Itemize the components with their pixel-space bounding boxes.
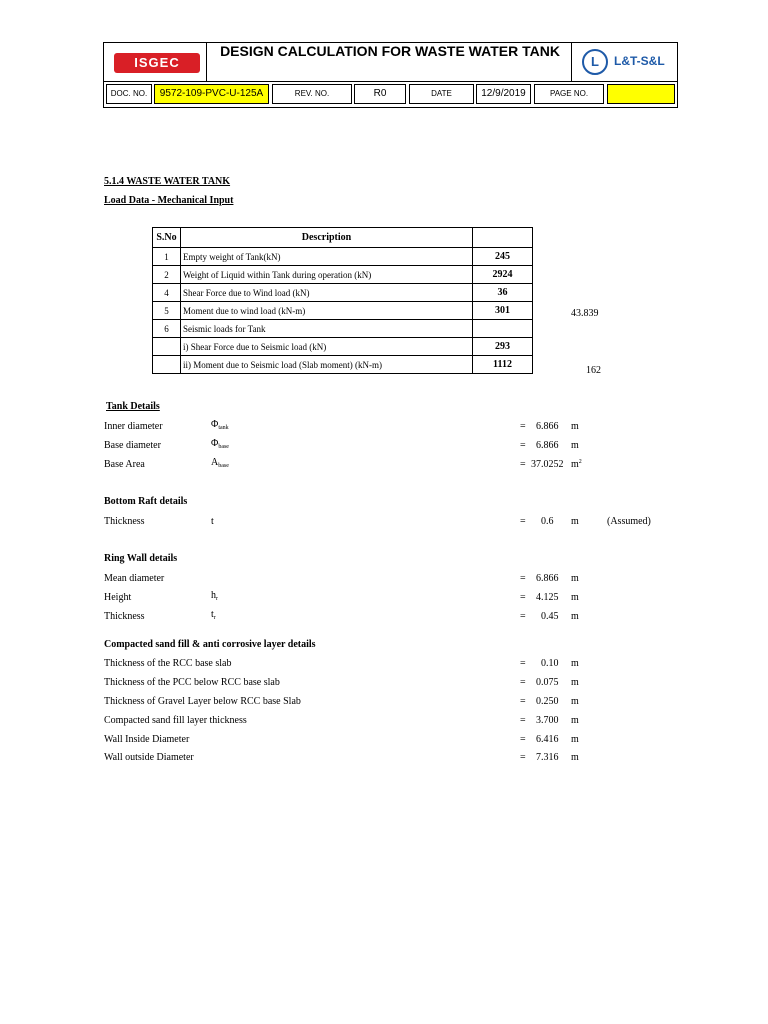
wall-outside-diameter-equals: = (520, 752, 526, 763)
col-description-header: Description (181, 228, 473, 248)
base-diameter-value: 6.866 (536, 440, 559, 451)
row-value: 301 (473, 302, 533, 320)
row-value: 2924 (473, 266, 533, 284)
ring-thickness-equals: = (520, 611, 526, 622)
rcc-slab-unit: m (571, 658, 579, 669)
sand-fill-unit: m (571, 715, 579, 726)
pcc-unit: m (571, 677, 579, 688)
base-area-unit: $m^2$ (571, 459, 582, 470)
inner-diameter-unit: m (571, 421, 579, 432)
row-description: Seismic loads for Tank (181, 320, 473, 338)
row-sno: 4 (153, 284, 181, 302)
ring-thickness-label: Thickness (104, 611, 145, 622)
table-row (153, 302, 533, 320)
ring-thickness-unit: m (571, 611, 579, 622)
base-area-value: 37.0252 (531, 459, 564, 470)
base-diameter-symbol: $\Phi_{base}$ (211, 438, 229, 450)
row-value: 36 (473, 284, 533, 302)
sand-fill-heading: Compacted sand fill & anti corrosive layer details (104, 639, 316, 650)
doc-no-value: 9572-109-PVC-U-125A (154, 84, 269, 104)
date-label: DATE (409, 84, 474, 104)
mean-diameter-equals: = (520, 573, 526, 584)
table-header-row (153, 228, 533, 248)
row-value: 245 (473, 248, 533, 266)
pcc-value: 0.075 (536, 677, 559, 688)
ring-height-unit: m (571, 592, 579, 603)
table-row (153, 320, 533, 338)
header-info-row (104, 81, 677, 107)
inner-diameter-value: 6.866 (536, 421, 559, 432)
mean-diameter-value: 6.866 (536, 573, 559, 584)
row-sno: 5 (153, 302, 181, 320)
inner-diameter-equals: = (520, 421, 526, 432)
raft-thickness-unit: m (571, 516, 579, 527)
table-row (153, 284, 533, 302)
rcc-slab-value: 0.10 (541, 658, 559, 669)
table-row (153, 266, 533, 284)
row-sno: 1 (153, 248, 181, 266)
row-description: ii) Moment due to Seismic load (Slab moment) (kN-m) (181, 356, 473, 374)
isgec-logo-box (104, 43, 207, 81)
sand-fill-equals: = (520, 715, 526, 726)
date-value: 12/9/2019 (476, 84, 531, 104)
document-title: DESIGN CALCULATION FOR WASTE WATER TANK (220, 43, 560, 59)
row-sno: 2 (153, 266, 181, 284)
row-sno (153, 356, 181, 374)
pcc-label: Thickness of the PCC below RCC base slab (104, 677, 280, 688)
rev-no-value: R0 (354, 84, 406, 104)
wall-inside-diameter-value: 6.416 (536, 734, 559, 745)
gravel-label: Thickness of Gravel Layer below RCC base Slab (104, 696, 301, 707)
wall-outside-diameter-label: Wall outside Diameter (104, 752, 194, 763)
row-sno (153, 338, 181, 356)
wall-outside-diameter-unit: m (571, 752, 579, 763)
mean-diameter-unit: m (571, 573, 579, 584)
ring-height-equals: = (520, 592, 526, 603)
base-diameter-equals: = (520, 440, 526, 451)
table-row (153, 338, 533, 356)
base-diameter-label: Base diameter (104, 440, 161, 451)
base-area-equals: = (520, 459, 526, 470)
base-area-label: Base Area (104, 459, 145, 470)
ring-height-label: Height (104, 592, 132, 603)
ring-height-value: 4.125 (536, 592, 559, 603)
row-description: Moment due to wind load (kN-m) (181, 302, 473, 320)
ring-thickness-symbol: $t_r$ (211, 609, 216, 621)
table-row (153, 356, 533, 374)
section-subtitle: Load Data - Mechanical Input (104, 195, 234, 206)
gravel-equals: = (520, 696, 526, 707)
document-header (103, 42, 678, 108)
mean-diameter-label: Mean diameter (104, 573, 165, 584)
raft-thickness-value: 0.6 (541, 516, 554, 527)
sand-fill-label: Compacted sand fill layer thickness (104, 715, 247, 726)
page-no-label: PAGE NO. (534, 84, 604, 104)
rev-no-label: REV. NO. (272, 84, 352, 104)
seismic-moment-extra-value: 162 (586, 365, 601, 376)
base-area-symbol: $A_{base}$ (211, 457, 229, 469)
ring-height-symbol: $h_r$ (211, 590, 218, 602)
rcc-slab-label: Thickness of the RCC base slab (104, 658, 232, 669)
wall-inside-diameter-equals: = (520, 734, 526, 745)
sand-fill-value: 3.700 (536, 715, 559, 726)
inner-diameter-label: Inner diameter (104, 421, 163, 432)
lt-logo-icon: L (582, 49, 608, 75)
raft-thickness-label: Thickness (104, 516, 145, 527)
page-no-value (607, 84, 675, 104)
wall-outside-diameter-value: 7.316 (536, 752, 559, 763)
row-value: 1112 (473, 356, 533, 374)
row-description: Shear Force due to Wind load (kN) (181, 284, 473, 302)
row-description: Weight of Liquid within Tank during operation (kN) (181, 266, 473, 284)
raft-thickness-equals: = (520, 516, 526, 527)
row-sno: 6 (153, 320, 181, 338)
raft-thickness-symbol: t (211, 516, 214, 527)
row-description: i) Shear Force due to Seismic load (kN) (181, 338, 473, 356)
wall-inside-diameter-unit: m (571, 734, 579, 745)
lt-logo-box (571, 43, 677, 81)
table-row (153, 248, 533, 266)
ring-wall-heading: Ring Wall details (104, 553, 178, 564)
load-data-table (152, 227, 533, 374)
ring-thickness-value: 0.45 (541, 611, 559, 622)
raft-heading: Bottom Raft details (104, 496, 188, 507)
rcc-slab-equals: = (520, 658, 526, 669)
row-value: 293 (473, 338, 533, 356)
row-value (473, 320, 533, 338)
isgec-logo: ISGEC (114, 53, 200, 73)
pcc-equals: = (520, 677, 526, 688)
raft-thickness-note: (Assumed) (607, 516, 651, 527)
inner-diameter-symbol: $\Phi_{tank}$ (211, 419, 229, 431)
section-title: 5.1.4 WASTE WATER TANK (104, 176, 231, 187)
wall-inside-diameter-label: Wall Inside Diameter (104, 734, 190, 745)
base-diameter-unit: m (571, 440, 579, 451)
row-description: Empty weight of Tank(kN) (181, 248, 473, 266)
col-sno-header: S.No (153, 228, 181, 248)
lt-logo-text: L&T-S&L (614, 54, 665, 68)
doc-no-label: DOC. NO. (106, 84, 152, 104)
gravel-value: 0.250 (536, 696, 559, 707)
tank-details-heading: Tank Details (106, 401, 160, 412)
wind-moment-extra-value: 43.839 (571, 308, 599, 319)
gravel-unit: m (571, 696, 579, 707)
col-value-header (473, 228, 533, 248)
